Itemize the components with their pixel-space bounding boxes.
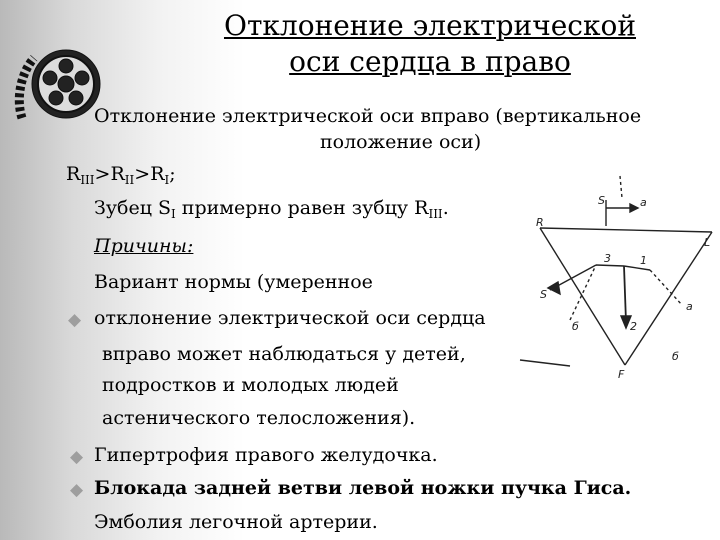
label-side-a: a: [686, 300, 693, 313]
label-s: S: [540, 288, 547, 301]
lead-i-line: [540, 228, 712, 232]
bullet-icon: ◆: [70, 480, 84, 500]
list-item: Эмболия легочной артерии.: [94, 511, 378, 533]
list-item: Блокада задней ветви левой ножки пучка Гиса.: [94, 477, 632, 499]
list-item: отклонение электрической оси сердца: [94, 307, 486, 329]
lead-ii-line: [540, 228, 625, 365]
list-item: подростков и молодых людей: [102, 374, 399, 396]
baseline: [520, 360, 570, 366]
title-line-2: оси сердца в право: [289, 45, 571, 78]
bullet-icon: ◆: [70, 447, 84, 467]
projection-line: [620, 176, 622, 198]
arrow-head: [630, 204, 638, 212]
bullet-icon: ◆: [68, 310, 82, 330]
intro-line-2: положение оси): [320, 131, 482, 153]
label-f: F: [618, 368, 625, 380]
intro-line-1: Отклонение электрической оси вправо (вертикальное: [94, 105, 642, 127]
label-2: 2: [630, 320, 637, 333]
projection-line: [650, 270, 682, 305]
tooth-relation: Зубец $S_I$ примерно равен зубцу $R_{III}$.: [94, 197, 449, 221]
film-reel-icon: [10, 40, 102, 132]
label-top-s: S: [598, 194, 605, 207]
list-item: Гипертрофия правого желудочка.: [94, 444, 438, 466]
amplitude-relation: $R_{III}>R_{II}>R_I$;: [66, 163, 176, 187]
label-b2: б: [672, 350, 679, 363]
label-1: 1: [640, 254, 647, 267]
title-line-1: Отклонение электрической: [223, 9, 636, 42]
einthoven-triangle-diagram: [500, 170, 715, 380]
lead-iii-line: [625, 232, 712, 365]
list-item: астенического телосложения).: [102, 407, 416, 429]
label-b1: б: [572, 320, 579, 333]
vector-3: [596, 265, 624, 266]
list-item: Вариант нормы (умеренное: [94, 271, 373, 293]
label-3: 3: [604, 252, 611, 265]
arrow-head: [548, 282, 560, 294]
causes-heading: Причины:: [94, 235, 194, 257]
label-r: R: [536, 216, 544, 229]
list-item: вправо может наблюдаться у детей,: [102, 343, 466, 365]
axis-arrow-2: [624, 266, 626, 322]
page-title: [200, 8, 660, 80]
label-top-a: a: [640, 196, 647, 209]
label-l: L: [704, 236, 711, 249]
